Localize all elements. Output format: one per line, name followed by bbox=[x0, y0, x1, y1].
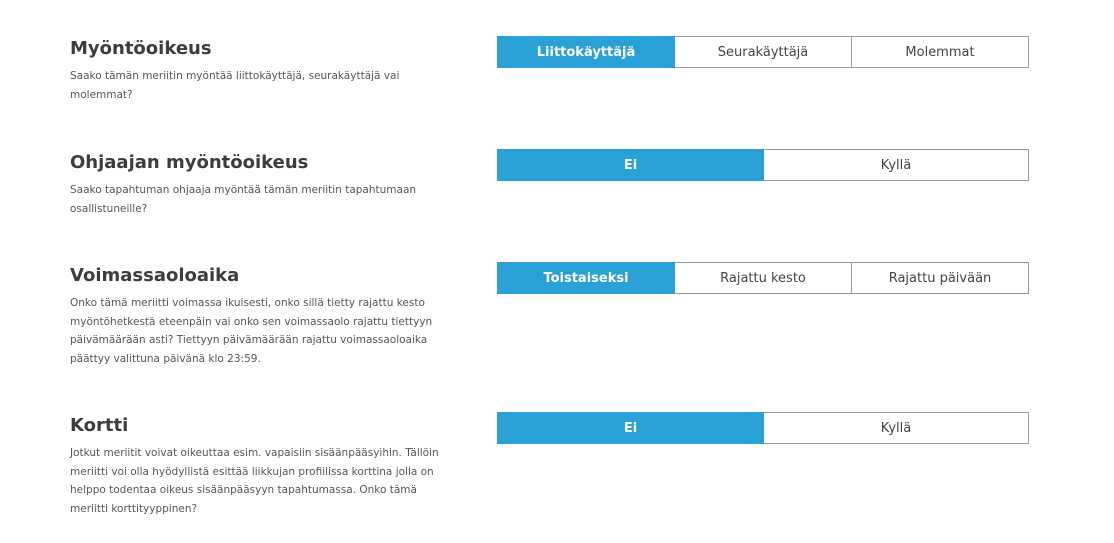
option-rajattu-kesto-button[interactable]: Rajattu kesto bbox=[674, 262, 852, 294]
setting-title: Ohjaajan myöntöoikeus bbox=[70, 152, 309, 173]
card-toggle-group bbox=[497, 412, 1029, 444]
instructor-granting-toggle-group bbox=[497, 149, 1029, 181]
option-liittokayttaja-button[interactable]: Liittokäyttäjä bbox=[497, 36, 675, 68]
option-toistaiseksi-button[interactable]: Toistaiseksi bbox=[497, 262, 675, 294]
option-seurakayttaja-button[interactable]: Seurakäyttäjä bbox=[674, 36, 852, 68]
setting-title: Voimassaoloaika bbox=[70, 265, 240, 286]
setting-title: Myöntöoikeus bbox=[70, 38, 212, 59]
setting-description: Saako tapahtuman ohjaaja myöntää tämän meriitin tapahtumaan osallistuneille? bbox=[70, 184, 417, 215]
validity-period-toggle-group bbox=[497, 262, 1029, 294]
option-ei-button[interactable]: Ei bbox=[497, 149, 764, 181]
granting-right-toggle-group bbox=[497, 36, 1029, 68]
setting-description: Onko tämä meriitti voimassa ikuisesti, onko sillä tietty rajattu kesto myöntöhetkestä eteenpäin vai onko sen voimassaolo rajattu tiettyyn päivämäärään asti? Tiettyyn päivämäärään rajattu voimassaoloaika päättyy valittuna päivänä klo 23:59. bbox=[70, 297, 433, 365]
option-molemmat-button[interactable]: Molemmat bbox=[851, 36, 1029, 68]
setting-description: Saako tämän meriitin myöntää liittokäyttäjä, seurakäyttäjä vai molemmat? bbox=[70, 70, 400, 101]
option-ei-button[interactable]: Ei bbox=[497, 412, 764, 444]
option-kylla-button[interactable]: Kyllä bbox=[763, 412, 1029, 444]
option-kylla-button[interactable]: Kyllä bbox=[763, 149, 1029, 181]
option-rajattu-paivaan-button[interactable]: Rajattu päivään bbox=[851, 262, 1029, 294]
setting-title: Kortti bbox=[70, 415, 129, 436]
setting-description: Jotkut meriitit voivat oikeuttaa esim. vapaisiin sisäänpääsyihin. Tällöin meriitti voi olla hyödyllistä esittää liikkujan profiilissa korttina jolla on helppo todentaa oikeus sisäänpääsyyn tapahtumassa. Onko tämä meriitti korttityyppinen? bbox=[70, 447, 439, 515]
